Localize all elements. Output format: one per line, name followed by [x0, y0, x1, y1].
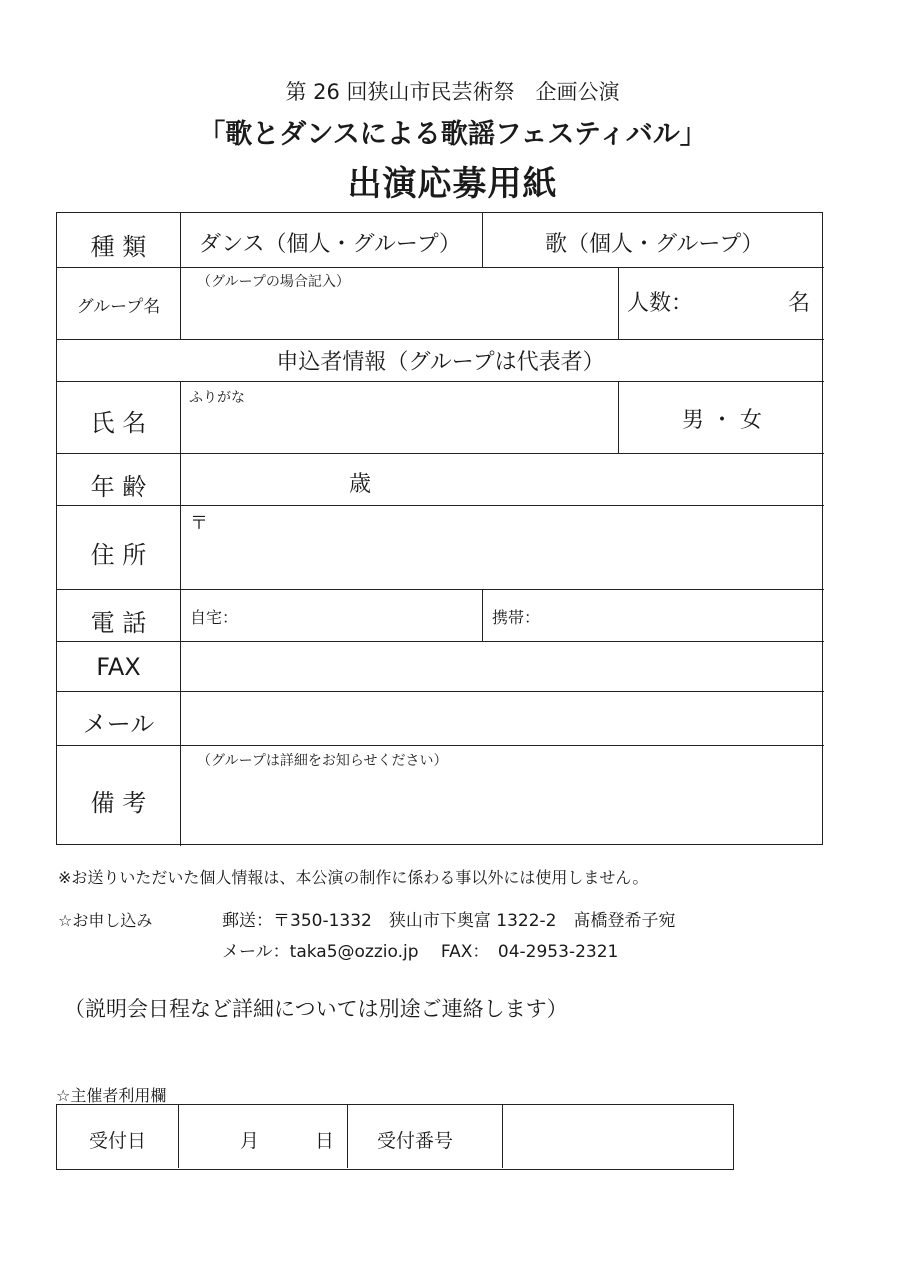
privacy-note: ※お送りいただいた個人情報は、本公演の制作に係わる事以外には使用しません。	[58, 868, 649, 887]
postal-address: 郵送：〒350-1332 狭山市下奥富 1322-2 髙橋登希子宛	[222, 911, 676, 931]
mail-label: メール	[82, 710, 155, 738]
event-subtitle: 第 26 回狭山市民芸術祭 企画公演	[285, 80, 620, 104]
reception-number-field[interactable]	[504, 1107, 730, 1166]
type-label: 種 類	[90, 233, 147, 261]
group-name-field[interactable]	[182, 289, 616, 337]
remarks-field[interactable]	[182, 769, 822, 843]
organizer-use-table	[56, 1104, 734, 1170]
type-dance-option[interactable]: ダンス（個人・グループ）	[199, 232, 462, 257]
age-label: 年 齢	[90, 473, 147, 501]
age-unit: 歳	[349, 472, 372, 497]
home-phone-field[interactable]	[247, 593, 479, 639]
received-date-label: 受付日	[88, 1130, 146, 1152]
mail-fax-contact: メール：taka5@ozzio.jp FAX： 04-2953-2321	[222, 942, 619, 962]
name-field[interactable]	[182, 405, 616, 451]
fax-label: FAX	[96, 653, 141, 681]
address-label: 住 所	[90, 541, 147, 569]
phone-label: 電 話	[90, 609, 147, 637]
mobile-phone-label: 携帯：	[492, 608, 541, 627]
type-song-option[interactable]: 歌（個人・グループ）	[545, 232, 764, 257]
received-month-unit: 月	[240, 1130, 260, 1152]
application-form-table	[56, 212, 823, 845]
mail-field[interactable]	[182, 693, 822, 743]
reception-number-label: 受付番号	[377, 1130, 454, 1152]
gender-option[interactable]: 男 ・ 女	[682, 408, 762, 433]
mobile-phone-field[interactable]	[549, 593, 821, 639]
address-field[interactable]	[182, 507, 822, 587]
postal-mark: 〒	[190, 513, 208, 534]
event-title: 「歌とダンスによる歌謡フェスティバル」	[198, 119, 707, 150]
organizer-use-title: ☆主催者利用欄	[56, 1086, 167, 1105]
applicant-info-header: 申込者情報（グループは代表者）	[276, 350, 605, 375]
received-day-unit: 日	[315, 1130, 335, 1152]
age-field[interactable]	[182, 455, 342, 503]
details-note: （説明会日程など詳細については別途ご連絡します）	[64, 997, 568, 1021]
name-label: 氏 名	[90, 409, 147, 437]
home-phone-label: 自宅：	[190, 608, 239, 627]
fax-field[interactable]	[182, 643, 822, 689]
member-count-unit: 名	[788, 291, 811, 316]
group-name-label: グループ名	[76, 297, 161, 317]
furigana-label: ふりがな	[189, 390, 245, 406]
group-name-hint: （グループの場合記入）	[197, 274, 350, 290]
remarks-hint: （グループは詳細をお知らせください）	[197, 753, 448, 769]
form-title: 出演応募用紙	[347, 164, 558, 204]
remarks-label: 備 考	[90, 789, 147, 817]
member-count-label: 人数：	[627, 291, 694, 316]
member-count-field[interactable]	[707, 273, 787, 333]
apply-label: ☆お申し込み	[58, 911, 153, 930]
